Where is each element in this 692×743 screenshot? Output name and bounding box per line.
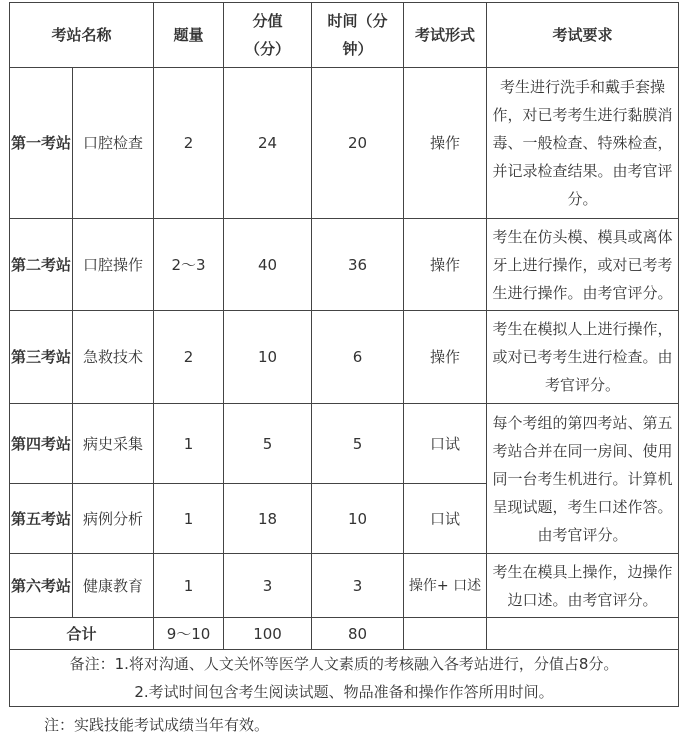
exam-requirement: 考生在仿头模、模具或离体牙上进行操作，或对已考考生进行操作。由考官评分。 [487, 219, 679, 311]
header-row [10, 3, 679, 68]
header-count: 题量 [154, 3, 224, 68]
station-number: 第四考站 [10, 404, 73, 484]
notes-row [10, 650, 679, 707]
total-form-empty [404, 618, 487, 650]
exam-form: 操作 [404, 219, 487, 311]
table-row [10, 554, 679, 618]
question-count: 2 [154, 311, 224, 404]
station-subject: 病史采集 [73, 404, 154, 484]
table-row [10, 311, 679, 404]
footer-note: 注：实践技能考试成绩当年有效。 [44, 716, 270, 734]
total-label: 合计 [10, 618, 154, 650]
station-subject: 急救技术 [73, 311, 154, 404]
time-value: 5 [312, 404, 404, 484]
station-number: 第六考站 [10, 554, 73, 618]
table-row [10, 404, 679, 484]
exam-form: 口试 [404, 484, 487, 554]
question-count: 2～3 [154, 219, 224, 311]
total-row [10, 618, 679, 650]
exam-form: 操作 [404, 68, 487, 219]
score-value: 18 [224, 484, 312, 554]
score-value: 5 [224, 404, 312, 484]
question-count: 1 [154, 404, 224, 484]
time-value: 6 [312, 311, 404, 404]
question-count: 1 [154, 484, 224, 554]
exam-form: 操作 [404, 311, 487, 404]
time-value: 20 [312, 68, 404, 219]
station-number: 第三考站 [10, 311, 73, 404]
total-count: 9～10 [154, 618, 224, 650]
note-line-2: 2.考试时间包含考生阅读试题、物品准备和操作作答所用时间。 [134, 683, 554, 701]
table-row [10, 219, 679, 311]
total-time: 80 [312, 618, 404, 650]
station-subject: 口腔检查 [73, 68, 154, 219]
table-row [10, 68, 679, 219]
station-subject: 病例分析 [73, 484, 154, 554]
station-number: 第五考站 [10, 484, 73, 554]
header-time: 时间（分钟） [312, 3, 404, 68]
time-value: 3 [312, 554, 404, 618]
note-line-1: 备注：1.将对沟通、人文关怀等医学人文素质的考核融入各考站进行，分值占8分。 [69, 655, 619, 673]
station-subject: 口腔操作 [73, 219, 154, 311]
header-score: 分值（分） [224, 3, 312, 68]
exam-requirement: 考生在模具上操作，边操作边口述。由考官评分。 [487, 554, 679, 618]
exam-form: 口试 [404, 404, 487, 484]
question-count: 1 [154, 554, 224, 618]
exam-requirement: 每个考组的第四考站、第五考站合并在同一房间、使用同一台考生机进行。计算机呈现试题，考生口述作答。由考官评分。 [487, 404, 679, 554]
score-value: 24 [224, 68, 312, 219]
exam-stations-table [9, 2, 679, 707]
notes-cell [10, 650, 679, 707]
total-requirement-empty [487, 618, 679, 650]
exam-requirement: 考生进行洗手和戴手套操作，对已考考生进行黏膜消毒、一般检查、特殊检查，并记录检查结果。由考官评分。 [487, 68, 679, 219]
header-form: 考试形式 [404, 3, 487, 68]
total-score: 100 [224, 618, 312, 650]
time-value: 10 [312, 484, 404, 554]
station-subject: 健康教育 [73, 554, 154, 618]
exam-requirement: 考生在模拟人上进行操作，或对已考考生进行检查。由考官评分。 [487, 311, 679, 404]
score-value: 40 [224, 219, 312, 311]
exam-form: 操作+ 口述 [404, 554, 487, 618]
score-value: 3 [224, 554, 312, 618]
score-value: 10 [224, 311, 312, 404]
header-station-name: 考站名称 [10, 3, 154, 68]
station-number: 第一考站 [10, 68, 73, 219]
time-value: 36 [312, 219, 404, 311]
question-count: 2 [154, 68, 224, 219]
header-requirement: 考试要求 [487, 3, 679, 68]
station-number: 第二考站 [10, 219, 73, 311]
